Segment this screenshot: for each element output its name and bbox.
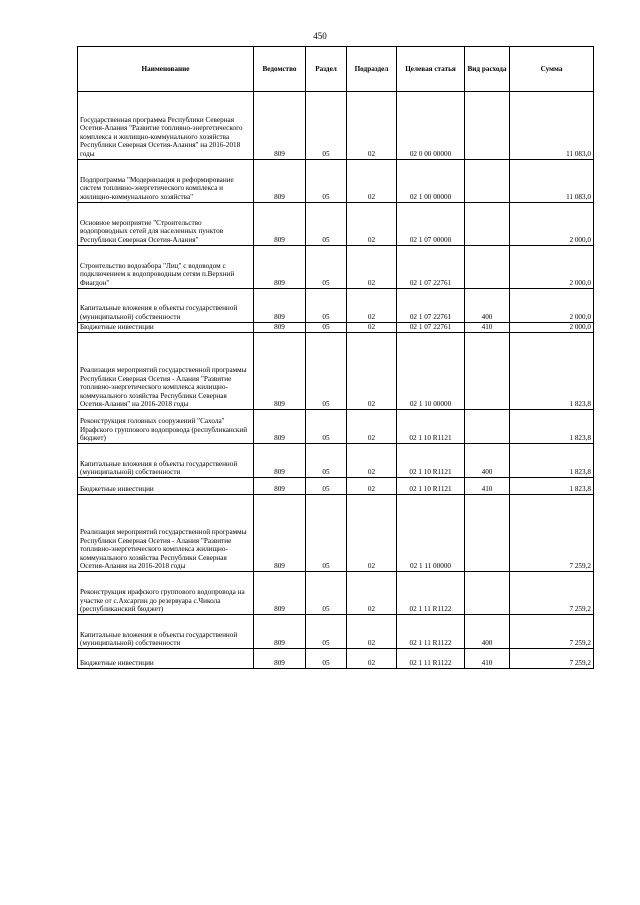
cell-amount: 7 259,2 [510, 572, 594, 615]
table-row [78, 649, 594, 669]
cell-section: 05 [306, 572, 347, 615]
header-dept: Ведомство [254, 47, 306, 92]
cell-name: Основное мероприятие "Строительство водопроводных сетей для населенных пунктов Республики Северная Осетия-Алания" [78, 203, 254, 246]
cell-exp-type [465, 92, 510, 160]
cell-target: 02 1 10 00000 [397, 333, 465, 410]
cell-name: Капитальные вложения в объекты государственной (муниципальной) собственности [78, 615, 254, 649]
cell-section: 05 [306, 444, 347, 478]
cell-section: 05 [306, 246, 347, 289]
cell-subsection: 02 [347, 444, 397, 478]
cell-name: Реализация мероприятий государственной программы Республики Северная Осетия - Алания "Развитие топливно-энергетического комплекса жилищно-коммунального хозяйства Республики Северная Осетия-Алания на 2016-2018 годы [78, 495, 254, 572]
table-row [78, 333, 594, 410]
cell-name: Реализация мероприятий государственной программы Республики Северная Осетия - Алания "Развитие топливно-энергетического комплекса жилищно-коммунального хозяйства Республики Северная Осетия-Алания" на 2016-2018 годы [78, 333, 254, 410]
cell-subsection: 02 [347, 615, 397, 649]
cell-dept: 809 [254, 160, 306, 203]
page-number: 450 [313, 31, 327, 41]
cell-amount: 7 259,2 [510, 615, 594, 649]
table-row [78, 572, 594, 615]
cell-subsection: 02 [347, 572, 397, 615]
cell-subsection: 02 [347, 410, 397, 444]
cell-name: Бюджетные инвестиции [78, 478, 254, 495]
cell-target: 02 1 11 R1122 [397, 649, 465, 669]
cell-dept: 809 [254, 444, 306, 478]
cell-amount: 1 823,8 [510, 444, 594, 478]
cell-section: 05 [306, 203, 347, 246]
header-target: Целевая статья [397, 47, 465, 92]
cell-subsection: 02 [347, 246, 397, 289]
cell-exp-type [465, 160, 510, 203]
cell-section: 05 [306, 410, 347, 444]
cell-section: 05 [306, 160, 347, 203]
cell-dept: 809 [254, 246, 306, 289]
table-row [78, 289, 594, 323]
cell-amount: 11 083,0 [510, 160, 594, 203]
table-row [78, 203, 594, 246]
cell-exp-type [465, 495, 510, 572]
cell-exp-type: 410 [465, 478, 510, 495]
cell-subsection: 02 [347, 495, 397, 572]
cell-dept: 809 [254, 333, 306, 410]
cell-subsection: 02 [347, 160, 397, 203]
cell-exp-type [465, 572, 510, 615]
cell-section: 05 [306, 649, 347, 669]
cell-name: Реконструкция ирафского группового водопровода на участке от с.Ахсаргин до резервуара с.Чикола (республиканский бюджет) [78, 572, 254, 615]
cell-exp-type [465, 203, 510, 246]
header-name: Наименование [78, 47, 254, 92]
cell-subsection: 02 [347, 478, 397, 495]
cell-dept: 809 [254, 615, 306, 649]
cell-amount: 2 000,0 [510, 246, 594, 289]
cell-exp-type: 410 [465, 323, 510, 333]
cell-target: 02 1 07 22761 [397, 289, 465, 323]
cell-dept: 809 [254, 649, 306, 669]
cell-subsection: 02 [347, 333, 397, 410]
table-row [78, 323, 594, 333]
cell-section: 05 [306, 333, 347, 410]
header-amount: Сумма [510, 47, 594, 92]
cell-amount: 1 823,8 [510, 333, 594, 410]
table-row [78, 495, 594, 572]
cell-name: Капитальные вложения в объекты государственной (муниципальной) собственности [78, 289, 254, 323]
cell-exp-type: 400 [465, 289, 510, 323]
table-row [78, 444, 594, 478]
table-row [78, 246, 594, 289]
cell-target: 02 1 07 22761 [397, 323, 465, 333]
cell-subsection: 02 [347, 289, 397, 323]
cell-target: 02 1 11 R1122 [397, 572, 465, 615]
cell-dept: 809 [254, 92, 306, 160]
cell-amount: 1 823,8 [510, 478, 594, 495]
cell-subsection: 02 [347, 649, 397, 669]
cell-target: 02 1 00 00000 [397, 160, 465, 203]
cell-dept: 809 [254, 323, 306, 333]
cell-section: 05 [306, 92, 347, 160]
cell-name: Капитальные вложения в объекты государственной (муниципальной) собственности [78, 444, 254, 478]
cell-section: 05 [306, 495, 347, 572]
cell-section: 05 [306, 323, 347, 333]
cell-exp-type: 410 [465, 649, 510, 669]
cell-subsection: 02 [347, 323, 397, 333]
cell-section: 05 [306, 478, 347, 495]
cell-dept: 809 [254, 572, 306, 615]
cell-target: 02 1 07 00000 [397, 203, 465, 246]
table-row [78, 478, 594, 495]
cell-dept: 809 [254, 495, 306, 572]
cell-target: 02 0 00 00000 [397, 92, 465, 160]
cell-dept: 809 [254, 410, 306, 444]
cell-name: Бюджетные инвестиции [78, 323, 254, 333]
cell-dept: 809 [254, 478, 306, 495]
cell-target: 02 1 10 R1121 [397, 410, 465, 444]
cell-section: 05 [306, 615, 347, 649]
header-exp-type: Вид расхода [465, 47, 510, 92]
cell-target: 02 1 07 22761 [397, 246, 465, 289]
cell-exp-type: 400 [465, 444, 510, 478]
cell-dept: 809 [254, 289, 306, 323]
cell-subsection: 02 [347, 203, 397, 246]
cell-amount: 2 000,0 [510, 203, 594, 246]
cell-target: 02 1 10 R1121 [397, 444, 465, 478]
cell-target: 02 1 11 00000 [397, 495, 465, 572]
cell-amount: 11 083,0 [510, 92, 594, 160]
cell-name: Бюджетные инвестиции [78, 649, 254, 669]
cell-amount: 2 000,0 [510, 323, 594, 333]
table-row [78, 615, 594, 649]
header-section: Раздел [306, 47, 347, 92]
cell-target: 02 1 11 R1122 [397, 615, 465, 649]
cell-exp-type [465, 246, 510, 289]
table-row [78, 410, 594, 444]
cell-amount: 7 259,2 [510, 649, 594, 669]
cell-name: Реконструкция головных сооружений "Сахола" Ирафского группового водопровода (республиканский бюджет) [78, 410, 254, 444]
cell-section: 05 [306, 289, 347, 323]
cell-subsection: 02 [347, 92, 397, 160]
cell-exp-type: 400 [465, 615, 510, 649]
budget-table [77, 46, 594, 669]
table-row [78, 92, 594, 160]
cell-amount: 1 823,8 [510, 410, 594, 444]
cell-target: 02 1 10 R1121 [397, 478, 465, 495]
header-subsection: Подраздел [347, 47, 397, 92]
cell-name: Подпрограмма "Модернизация и реформирование систем топливно-энергетического комплекса и жилищно-коммунального хозяйства" [78, 160, 254, 203]
cell-amount: 2 000,0 [510, 289, 594, 323]
cell-amount: 7 259,2 [510, 495, 594, 572]
cell-exp-type [465, 333, 510, 410]
cell-dept: 809 [254, 203, 306, 246]
table-row [78, 160, 594, 203]
table-header-row [78, 47, 594, 92]
cell-name: Строительство водозабора "Лиц" с водоводом с подключением к водопроводным сетям п.Верхний Фиагдон" [78, 246, 254, 289]
cell-name: Государственная программа Республики Северная Осетия-Алания "Развитие топливно-энергетического комплекса и жилищно-коммунального хозяйства Республики Северная Осетия-Алания" на 2016-2018 годы [78, 92, 254, 160]
cell-exp-type [465, 410, 510, 444]
